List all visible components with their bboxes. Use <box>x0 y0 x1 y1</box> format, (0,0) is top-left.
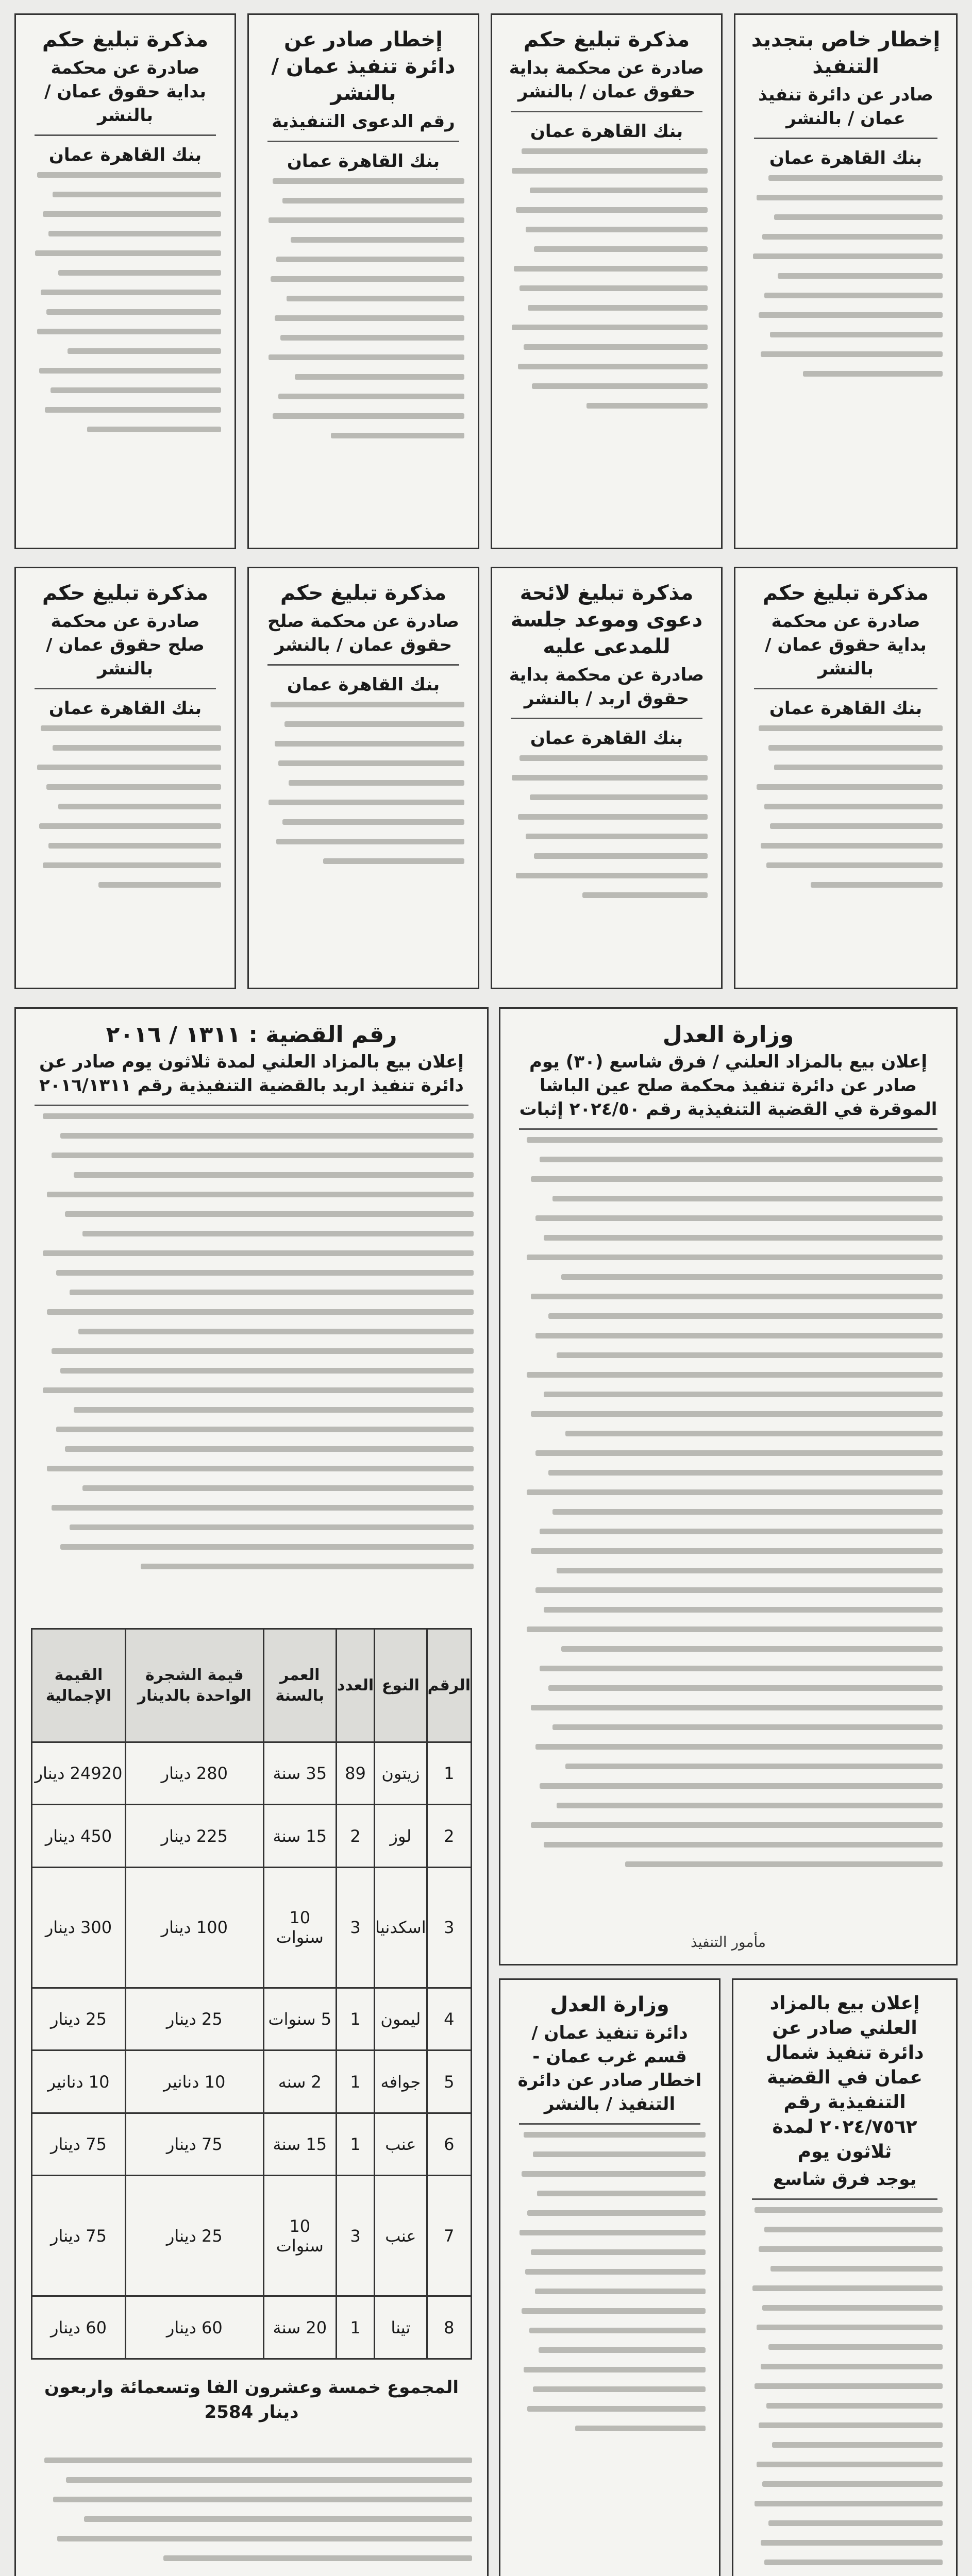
trees-table <box>31 1628 472 2360</box>
divider <box>754 688 937 689</box>
top-notice-3 <box>247 13 479 549</box>
table-cell: 5 سنوات <box>263 1988 336 2050</box>
table-cell: 1 <box>427 1742 471 1805</box>
table-cell: 280 دينار <box>125 1742 263 1805</box>
notice-title: إخطار صادر عن دائرة تنفيذ عمان / بالنشر <box>271 28 456 105</box>
notice-party: بنك القاهرة عمان <box>287 674 440 695</box>
table-cell: 3 <box>336 2176 374 2296</box>
table-cell: 10 سنوات <box>263 2176 336 2296</box>
notice-body <box>506 755 708 898</box>
notice-body <box>749 725 943 888</box>
lower-middle-notice <box>499 1978 720 2576</box>
notice-subtitle: إعلان بيع بالمزاد العلني / فرق شاسع (٣٠) يوم صادر عن دائرة تنفيذ محكمة صلح عين الباشا الموقرة في القضية التنفيذية رقم ٢٠٢٤/٥٠ إثبات <box>519 1052 937 1120</box>
table-row <box>32 2176 472 2296</box>
table-header-row <box>32 1629 472 1742</box>
notice-title: إخطار خاص بتجديد التنفيذ <box>751 28 941 78</box>
second-notice-4 <box>14 567 236 989</box>
table-cell: 2 سنه <box>263 2050 336 2113</box>
notice-body <box>29 172 221 432</box>
table-row <box>32 2113 472 2175</box>
table-cell: 75 دينار <box>32 2113 126 2175</box>
lower-right-notice <box>732 1978 958 2576</box>
table-cell: 7 <box>427 2176 471 2296</box>
table-cell: 3 <box>427 1867 471 1988</box>
notice-subtitle: رقم الدعوى التنفيذية <box>272 111 455 132</box>
notice-body-mid <box>31 2458 472 2575</box>
notice-title: مذكرة تبليغ لائحة دعوى وموعد جلسة للمدعى عليه <box>510 581 703 658</box>
table-cell: 100 دينار <box>125 1867 263 1988</box>
notice-subtitle: يوجد فرق شاسع <box>773 2169 917 2190</box>
notice-subtitle: صادرة عن محكمة بداية حقوق عمان / بالنشر <box>509 58 705 102</box>
second-notice-3 <box>247 567 479 989</box>
top-notice-2 <box>491 13 723 549</box>
table-row <box>32 1805 472 1867</box>
column-header: الرقم <box>427 1629 471 1742</box>
column-header: قيمة الشجرة الواحدة بالدينار <box>125 1629 263 1742</box>
table-cell: 60 دينار <box>125 2296 263 2359</box>
table-cell: 89 <box>336 1742 374 1805</box>
notice-body <box>29 1113 474 1569</box>
divider <box>754 138 937 139</box>
notice-party: بنك القاهرة عمان <box>769 698 923 719</box>
table-cell: 2 <box>427 1805 471 1867</box>
divider <box>267 664 459 666</box>
notice-title: وزارة العدل <box>662 1022 794 1048</box>
table-cell: 225 دينار <box>125 1805 263 1867</box>
table-cell: 5 <box>427 2050 471 2113</box>
table-cell: 8 <box>427 2296 471 2359</box>
table-cell: 35 سنة <box>263 1742 336 1805</box>
table-cell: عنب <box>375 2113 427 2175</box>
table-cell: 10 سنوات <box>263 1867 336 1988</box>
second-notice-1 <box>734 567 958 989</box>
divider <box>267 141 459 142</box>
notice-body <box>506 148 708 409</box>
notice-title: مذكرة تبليغ حكم <box>42 581 209 605</box>
table-row <box>32 1867 472 1988</box>
column-header: النوع <box>375 1629 427 1742</box>
notice-body <box>514 2132 706 2431</box>
divider <box>519 1128 937 1130</box>
notice-body <box>514 1137 943 1867</box>
notice-body <box>29 725 221 888</box>
table-cell: 1 <box>336 1988 374 2050</box>
top-notice-4 <box>14 13 236 549</box>
table-cell: 10 دنانير <box>32 2050 126 2113</box>
table-row <box>32 2296 472 2359</box>
divider <box>35 134 216 136</box>
table-row <box>32 2050 472 2113</box>
table-cell: لوز <box>375 1805 427 1867</box>
notice-subtitle: صادرة عن محكمة صلح حقوق عمان / بالنشر <box>267 611 460 655</box>
notice-body <box>747 2207 943 2576</box>
table-cell: 15 سنة <box>263 1805 336 1867</box>
table-cell: 75 دينار <box>32 2176 126 2296</box>
table-cell: 3 <box>336 1867 374 1988</box>
notice-subtitle: صادرة عن محكمة بداية حقوق اربد / بالنشر <box>509 665 705 709</box>
table-cell: زيتون <box>375 1742 427 1805</box>
table-cell: اسكدنيا <box>375 1867 427 1988</box>
table-cell: 15 سنة <box>263 2113 336 2175</box>
notice-party: بنك القاهرة عمان <box>769 148 923 168</box>
table-row <box>32 1742 472 1805</box>
column-header: العدد <box>336 1629 374 1742</box>
table-cell: 4 <box>427 1988 471 2050</box>
table-cell: 75 دينار <box>125 2113 263 2175</box>
notice-body <box>262 702 464 864</box>
notice-subtitle: صادرة عن محكمة بداية حقوق عمان / بالنشر <box>765 611 927 679</box>
column-header: العمر بالسنة <box>263 1629 336 1742</box>
divider <box>35 1105 468 1106</box>
notice-title: مذكرة تبليغ حكم <box>280 581 447 605</box>
table-cell: 10 دنانير <box>125 2050 263 2113</box>
notice-body <box>749 175 943 377</box>
notice-subtitle: إعلان بيع بالمزاد العلني لمدة ثلاثون يوم صادر عن دائرة تنفيذ اربد بالقضية التنفيذية رقم ٢٠١٦/١٣١١ <box>39 1052 464 1096</box>
table-cell: 25 دينار <box>125 2176 263 2296</box>
notice-title: إعلان بيع بالمزاد العلني صادر عن دائرة تنفيذ شمال عمان في القضية التنفيذية رقم ٢٠٢٤/٧٥٦٢ لمدة ثلاثون يوم <box>765 1993 924 2162</box>
notice-party: بنك القاهرة عمان <box>48 698 202 719</box>
table-cell: تينا <box>375 2296 427 2359</box>
notice-party: بنك القاهرة عمان <box>530 121 683 142</box>
notice-subtitle: صادرة عن محكمة صلح حقوق عمان / بالنشر <box>46 611 205 679</box>
notice-subtitle: صادر عن دائرة تنفيذ عمان / بالنشر <box>758 84 933 129</box>
table-cell: 6 <box>427 2113 471 2175</box>
trees-total: المجموع خمسة وعشرون الفا وتسعمائة واربعون دينار 2584 <box>44 2377 459 2422</box>
table-row <box>32 1988 472 2050</box>
notice-title: مذكرة تبليغ حكم <box>523 28 690 52</box>
notice-title: رقم القضية : ١٣١١ / ٢٠١٦ <box>106 1022 397 1048</box>
table-cell: 300 دينار <box>32 1867 126 1988</box>
table-cell: ليمون <box>375 1988 427 2050</box>
table-cell: 25 دينار <box>32 1988 126 2050</box>
notice-party: بنك القاهرة عمان <box>48 145 202 165</box>
second-notice-2 <box>491 567 723 989</box>
divider <box>511 718 702 719</box>
table-cell: 24920 دينار <box>32 1742 126 1805</box>
table-cell: 1 <box>336 2113 374 2175</box>
table-cell: 60 دينار <box>32 2296 126 2359</box>
divider <box>752 2198 937 2200</box>
table-cell: 2 <box>336 1805 374 1867</box>
notice-subtitle: صادرة عن محكمة بداية حقوق عمان / بالنشر <box>44 58 206 126</box>
notice-title: وزارة العدل <box>550 1993 669 2016</box>
table-cell: 450 دينار <box>32 1805 126 1867</box>
column-header: القيمة الإجمالية <box>32 1629 126 1742</box>
table-cell: 20 سنة <box>263 2296 336 2359</box>
table-cell: 1 <box>336 2296 374 2359</box>
notice-title: مذكرة تبليغ حكم <box>42 28 209 52</box>
main-right-notice <box>499 1007 958 1965</box>
notice-body <box>262 178 464 438</box>
notice-footer: مأمور التنفيذ <box>691 1934 766 1951</box>
divider <box>35 688 216 689</box>
divider <box>511 111 702 112</box>
notice-party: بنك القاهرة عمان <box>530 728 683 749</box>
divider <box>519 2123 700 2125</box>
notice-title: مذكرة تبليغ حكم <box>762 581 929 605</box>
notice-party: بنك القاهرة عمان <box>287 151 440 172</box>
table-cell: 1 <box>336 2050 374 2113</box>
table-cell: عنب <box>375 2176 427 2296</box>
table-cell: 25 دينار <box>125 1988 263 2050</box>
table-cell: جوافه <box>375 2050 427 2113</box>
top-notice-1 <box>734 13 958 549</box>
notice-subtitle: دائرة تنفيذ عمان / قسم غرب عمان - اخطار صادر عن دائرة التنفيذ / بالنشر <box>517 2023 702 2114</box>
